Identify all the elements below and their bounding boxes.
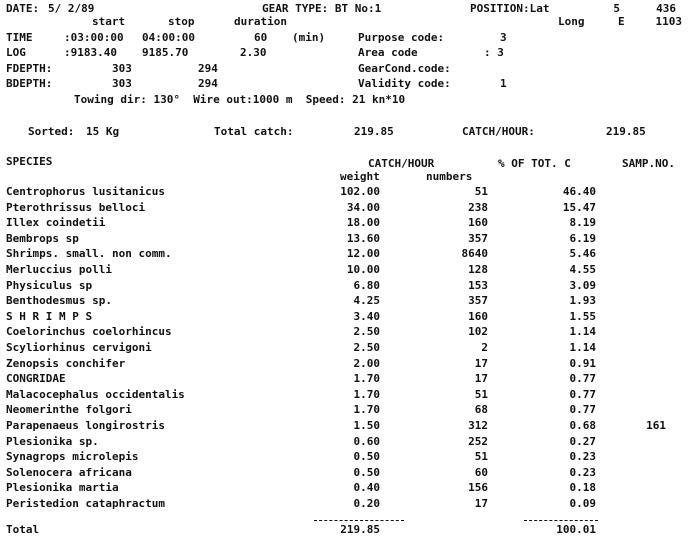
species-name: Physiculus sp [6, 279, 93, 292]
pct-value: 0.09 [569, 497, 596, 510]
weight-value: 102.00 [340, 185, 380, 198]
species-name: Illex coindetii [6, 216, 106, 229]
long-label: Long [558, 15, 585, 28]
weight-value: 4.25 [353, 294, 380, 307]
pct-value: 46.40 [562, 185, 596, 198]
purpose-label: Purpose code: [358, 31, 445, 44]
pct-value: 0.77 [569, 388, 596, 401]
purpose-value: 3 [500, 31, 507, 44]
long-min: 1103 [655, 15, 682, 28]
weight-header: weight [340, 170, 380, 183]
weight-value: 1.70 [353, 403, 380, 416]
weight-value: 2.50 [353, 325, 380, 338]
numbers-value: 51 [474, 450, 488, 463]
towing-line: Towing dir: 130° Wire out:1000 m Speed: 21 kn*10 [74, 93, 406, 106]
validity-label: Validity code: [358, 77, 451, 90]
weight-value: 1.70 [353, 388, 380, 401]
date-label: DATE: [6, 2, 40, 15]
time-unit: (min) [292, 31, 326, 44]
gear-type: GEAR TYPE: BT No:1 [262, 2, 382, 15]
pct-header: % OF TOT. C [498, 157, 571, 170]
numbers-value: 2 [481, 341, 488, 354]
numbers-value: 8640 [461, 247, 488, 260]
pct-value: 1.14 [569, 325, 596, 338]
total-pct: 100.01 [556, 523, 596, 536]
weight-value: 3.40 [353, 310, 380, 323]
species-name: S H R I M P S [6, 310, 93, 323]
samp-header: SAMP.NO. [622, 157, 675, 170]
weight-value: 34.00 [346, 201, 380, 214]
date-value: 5/ 2/89 [48, 2, 95, 15]
weight-value: 1.50 [353, 419, 380, 432]
weight-value: 0.60 [353, 435, 380, 448]
numbers-value: 60 [474, 466, 488, 479]
species-header: SPECIES [6, 155, 53, 168]
species-name: Plesionika sp. [6, 435, 99, 448]
lat-min: 436 [656, 2, 676, 15]
numbers-value: 357 [468, 232, 488, 245]
log-label: LOG [6, 46, 26, 59]
position-label: POSITION:Lat [470, 2, 550, 15]
pct-value: 0.91 [569, 357, 596, 370]
numbers-value: 160 [468, 310, 488, 323]
weight-value: 12.00 [346, 247, 380, 260]
numbers-value: 68 [474, 403, 488, 416]
species-name: Bembrops sp [6, 232, 79, 245]
bdepth-stop: 294 [198, 77, 218, 90]
bdepth-start: 303 [112, 77, 132, 90]
pct-value: 0.77 [569, 403, 596, 416]
numbers-value: 17 [474, 372, 488, 385]
species-name: Coelorinchus coelorhincus [6, 325, 172, 338]
weight-value: 0.20 [353, 497, 380, 510]
col-start: start [92, 15, 126, 28]
samp-value: 161 [646, 419, 666, 432]
pct-value: 6.19 [569, 232, 596, 245]
fdepth-stop: 294 [198, 62, 218, 75]
numbers-value: 312 [468, 419, 488, 432]
pct-value: 0.68 [569, 419, 596, 432]
species-name: Shrimps. small. non comm. [6, 247, 172, 260]
numbers-value: 156 [468, 481, 488, 494]
weight-value: 0.40 [353, 481, 380, 494]
pct-value: 5.46 [569, 247, 596, 260]
species-name: Neomerinthe folgori [6, 403, 132, 416]
time-stop: 04:00:00 [142, 31, 195, 44]
sorted-value: 15 Kg [86, 125, 120, 138]
pct-value: 3.09 [569, 279, 596, 292]
weight-value: 6.80 [353, 279, 380, 292]
numbers-value: 102 [468, 325, 488, 338]
fdepth-label: FDEPTH: [6, 62, 53, 75]
total-label: Total [6, 523, 40, 536]
gearcond-label: GearCond.code: [358, 62, 451, 75]
weight-value: 2.50 [353, 341, 380, 354]
species-name: Benthodesmus sp. [6, 294, 112, 307]
weight-value: 10.00 [346, 263, 380, 276]
total-catch-label: Total catch: [214, 125, 294, 138]
pct-value: 0.77 [569, 372, 596, 385]
pct-value: 4.55 [569, 263, 596, 276]
time-label: TIME [6, 31, 33, 44]
catch-hour-header: CATCH/HOUR [368, 157, 435, 170]
species-name: Solenocera africana [6, 466, 132, 479]
pct-value: 15.47 [562, 201, 596, 214]
lat-deg: 5 [613, 2, 620, 15]
total-pct-rule [524, 520, 598, 521]
species-name: Zenopsis conchifer [6, 357, 126, 370]
time-start: :03:00:00 [64, 31, 124, 44]
species-name: CONGRIDAE [6, 372, 66, 385]
species-name: Malacocephalus occidentalis [6, 388, 185, 401]
area-value: : 3 [484, 46, 504, 59]
weight-value: 2.00 [353, 357, 380, 370]
area-label: Area code [358, 46, 418, 59]
log-start: :9183.40 [64, 46, 117, 59]
numbers-value: 357 [468, 294, 488, 307]
sorted-label: Sorted: [28, 125, 75, 138]
pct-value: 8.19 [569, 216, 596, 229]
long-hem: E [618, 15, 625, 28]
pct-value: 0.23 [569, 450, 596, 463]
pct-value: 1.14 [569, 341, 596, 354]
species-name: Centrophorus lusitanicus [6, 185, 165, 198]
pct-value: 0.27 [569, 435, 596, 448]
pct-value: 0.18 [569, 481, 596, 494]
numbers-value: 252 [468, 435, 488, 448]
numbers-value: 51 [474, 388, 488, 401]
weight-value: 1.70 [353, 372, 380, 385]
bdepth-label: BDEPTH: [6, 77, 53, 90]
numbers-value: 153 [468, 279, 488, 292]
fdepth-start: 303 [112, 62, 132, 75]
validity-value: 1 [500, 77, 507, 90]
total-weight: 219.85 [340, 523, 380, 536]
col-stop: stop [168, 15, 195, 28]
log-stop: 9185.70 [142, 46, 189, 59]
numbers-value: 17 [474, 357, 488, 370]
weight-value: 13.60 [346, 232, 380, 245]
pct-value: 1.93 [569, 294, 596, 307]
numbers-value: 160 [468, 216, 488, 229]
species-name: Pterothrissus belloci [6, 201, 146, 214]
numbers-value: 17 [474, 497, 488, 510]
numbers-value: 128 [468, 263, 488, 276]
weight-value: 18.00 [346, 216, 380, 229]
numbers-value: 238 [468, 201, 488, 214]
numbers-header: numbers [426, 170, 473, 183]
weight-value: 0.50 [353, 450, 380, 463]
species-name: Peristedion cataphractum [6, 497, 165, 510]
catch-hour-value: 219.85 [606, 125, 646, 138]
species-name: Scyliorhinus cervigoni [6, 341, 152, 354]
total-weight-rule [314, 520, 404, 521]
total-catch-value: 219.85 [354, 125, 394, 138]
numbers-value: 51 [474, 185, 488, 198]
species-name: Synagrops microlepis [6, 450, 139, 463]
log-duration: 2.30 [240, 46, 267, 59]
species-name: Plesionika martia [6, 481, 119, 494]
pct-value: 0.23 [569, 466, 596, 479]
col-duration: duration [234, 15, 287, 28]
time-duration: 60 [254, 31, 268, 44]
pct-value: 1.55 [569, 310, 596, 323]
species-name: Parapenaeus longirostris [6, 419, 165, 432]
weight-value: 0.50 [353, 466, 380, 479]
catch-hour-label: CATCH/HOUR: [462, 125, 535, 138]
species-name: Merluccius polli [6, 263, 112, 276]
